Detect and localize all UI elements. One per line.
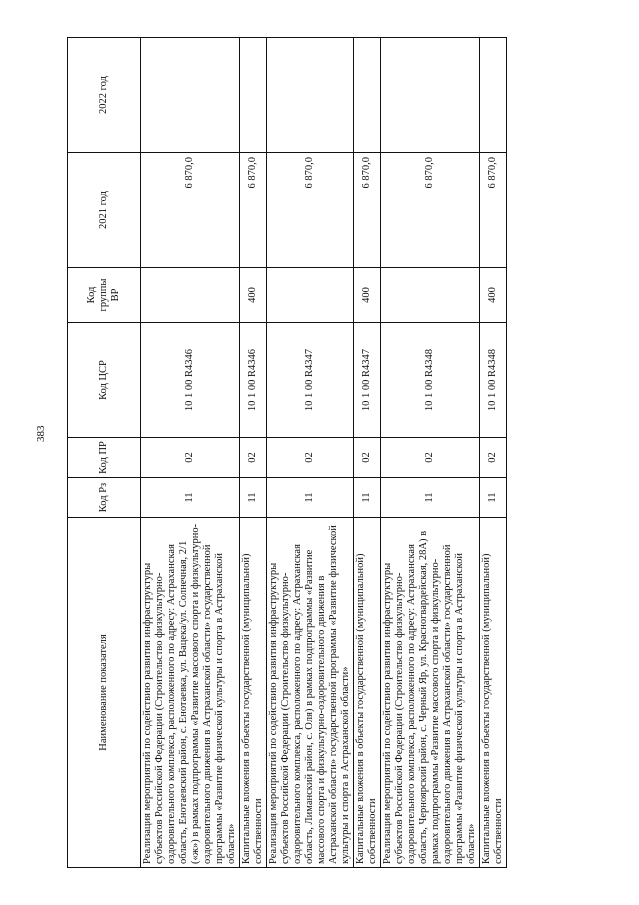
header-2021: 2021 год	[68, 153, 141, 268]
row-rz: 11	[240, 478, 267, 518]
header-csr: Код ЦСР	[68, 323, 141, 438]
page-number: 383	[35, 425, 47, 442]
table-header-row	[68, 38, 141, 868]
row-2022	[141, 38, 240, 153]
table-row	[267, 38, 354, 868]
row-name: Капитальные вложения в объекты государственной (муниципальной) собственности	[480, 518, 507, 868]
row-2022	[480, 38, 507, 153]
row-2021: 6 870,0	[381, 153, 480, 268]
row-2022	[240, 38, 267, 153]
header-vr: Код группы ВР	[68, 268, 141, 323]
budget-table	[67, 37, 507, 868]
row-pr: 02	[480, 438, 507, 478]
row-2021: 6 870,0	[267, 153, 354, 268]
row-csr: 10 1 00 R4346	[141, 323, 240, 438]
row-rz: 11	[381, 478, 480, 518]
row-vr: 400	[354, 268, 381, 323]
row-rz: 11	[141, 478, 240, 518]
row-vr	[267, 268, 354, 323]
row-2022	[354, 38, 381, 153]
row-name: Реализация мероприятий по содействию развития инфраструктуры субъектов Российской Федерации (Строительство физкультурно-оздоровительного комплекса, расположенного по адресу: Астраханская область, Енотаевский район, с. Енотаевка, ул. Вацека/ул. Солнечная, 2/1 («ж») в рамках подпрограммы «Развитие массового спорта и физкультурно-оздоровительного движения в Астраханской области» государственной программы «Развитие физической культуры и спорта в Астраханской области»	[141, 518, 240, 868]
row-pr: 02	[381, 438, 480, 478]
row-csr: 10 1 00 R4348	[381, 323, 480, 438]
table-row	[354, 38, 381, 868]
row-2021: 6 870,0	[354, 153, 381, 268]
row-name: Реализация мероприятий по содействию развития инфраструктуры субъектов Российской Федерации (Строительство физкультурно-оздоровительного комплекса, расположенного по адресу: Астраханская область, Черноярский район, с. Черный Яр, ул. Красногвардейская, 28А) в рамках подпрограммы «Развитие массового спорта и физкультурно-оздоровительного движения в Астраханской области» государственной программы «Развитие физической культуры и спорта в Астраханской области»	[381, 518, 480, 868]
row-2021: 6 870,0	[480, 153, 507, 268]
row-rz: 11	[480, 478, 507, 518]
row-csr: 10 1 00 R4346	[240, 323, 267, 438]
row-vr: 400	[240, 268, 267, 323]
row-name: Капитальные вложения в объекты государственной (муниципальной) собственности	[354, 518, 381, 868]
row-2021: 6 870,0	[141, 153, 240, 268]
row-csr: 10 1 00 R4347	[267, 323, 354, 438]
table-row	[141, 38, 240, 868]
rotated-table-container	[67, 38, 504, 868]
row-csr: 10 1 00 R4347	[354, 323, 381, 438]
row-pr: 02	[354, 438, 381, 478]
row-pr: 02	[267, 438, 354, 478]
row-2022	[267, 38, 354, 153]
row-csr: 10 1 00 R4348	[480, 323, 507, 438]
header-name: Наименование показателя	[68, 518, 141, 868]
row-2021: 6 870,0	[240, 153, 267, 268]
table-row	[480, 38, 507, 868]
row-vr	[381, 268, 480, 323]
row-vr: 400	[480, 268, 507, 323]
row-vr	[141, 268, 240, 323]
header-2022: 2022 год	[68, 38, 141, 153]
row-2022	[381, 38, 480, 153]
table-row	[381, 38, 480, 868]
table-row	[240, 38, 267, 868]
row-pr: 02	[141, 438, 240, 478]
row-rz: 11	[267, 478, 354, 518]
header-pr: Код ПР	[68, 438, 141, 478]
header-rz: Код Рз	[68, 478, 141, 518]
row-name: Капитальные вложения в объекты государственной (муниципальной) собственности	[240, 518, 267, 868]
row-pr: 02	[240, 438, 267, 478]
row-rz: 11	[354, 478, 381, 518]
row-name: Реализация мероприятий по содействию развития инфраструктуры субъектов Российской Федерации (Строительство физкультурно-оздоровительного комплекса, расположенного по адресу: Астраханская область, Лиманский район, с. Оля) в рамках подпрограммы «Развитие массового спорта и физкультурно-оздоровительного движения в Астраханской области» государственной программы «Развитие физической культуры и спорта в Астраханской области»	[267, 518, 354, 868]
